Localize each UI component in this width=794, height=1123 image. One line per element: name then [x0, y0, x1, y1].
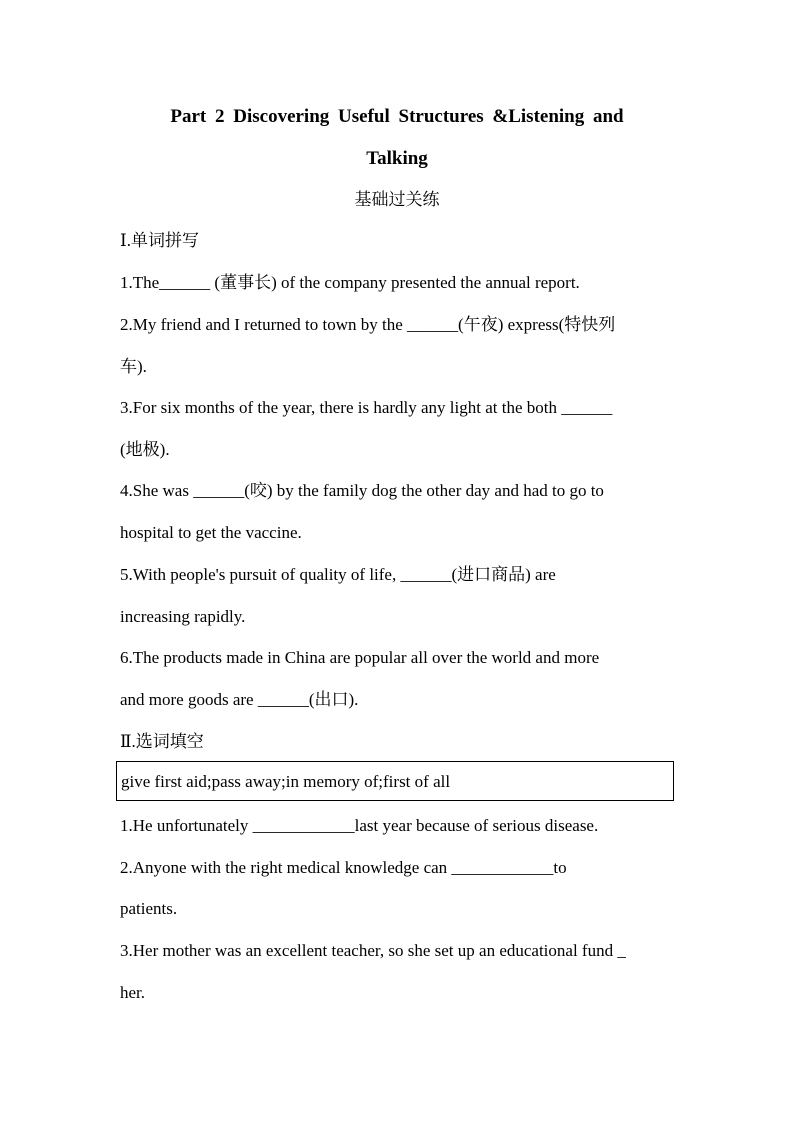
section-2-line: 3.Her mother was an excellent teacher, so she set up an educational fund _ — [120, 941, 626, 960]
section-1-line: 1.The______ (董事长) of the company presented the annual report. — [120, 273, 580, 292]
section-1-line: 4.She was ______(咬) by the family dog the other day and had to go to — [120, 481, 604, 500]
section-1-line: 车). — [120, 357, 147, 376]
section-2-heading: Ⅱ.选词填空 — [120, 732, 204, 751]
page-title-line-2: Talking — [366, 148, 428, 169]
section-2-line: her. — [120, 983, 146, 1002]
word-bank-box — [116, 761, 674, 801]
page-title-line-1: Part 2 Discovering Useful Structures &Listening and — [170, 106, 624, 127]
section-1-line: 6.The products made in China are popular all over the world and more — [120, 648, 600, 667]
section-1-line: hospital to get the vaccine. — [120, 523, 302, 542]
section-2-line: 2.Anyone with the right medical knowledge can ____________to — [120, 858, 567, 877]
section-2-line: 1.He unfortunately ____________last year because of serious disease. — [120, 816, 599, 835]
section-2-line: patients. — [120, 899, 178, 918]
section-1-line: (地极). — [120, 440, 170, 459]
section-1-line: 2.My friend and I returned to town by the ______(午夜) express(特快列 — [120, 315, 616, 334]
section-1-heading: Ⅰ.单词拼写 — [120, 231, 199, 250]
word-bank-text: give first aid;pass away;in memory of;first of all — [121, 772, 451, 791]
section-1-line: and more goods are ______(出口). — [120, 690, 359, 709]
section-1-line: 3.For six months of the year, there is hardly any light at the both ______ — [120, 398, 613, 417]
page-subtitle: 基础过关练 — [354, 190, 440, 209]
section-1-line: 5.With people's pursuit of quality of life, ______(进口商品) are — [120, 565, 556, 584]
section-1-line: increasing rapidly. — [120, 607, 246, 626]
